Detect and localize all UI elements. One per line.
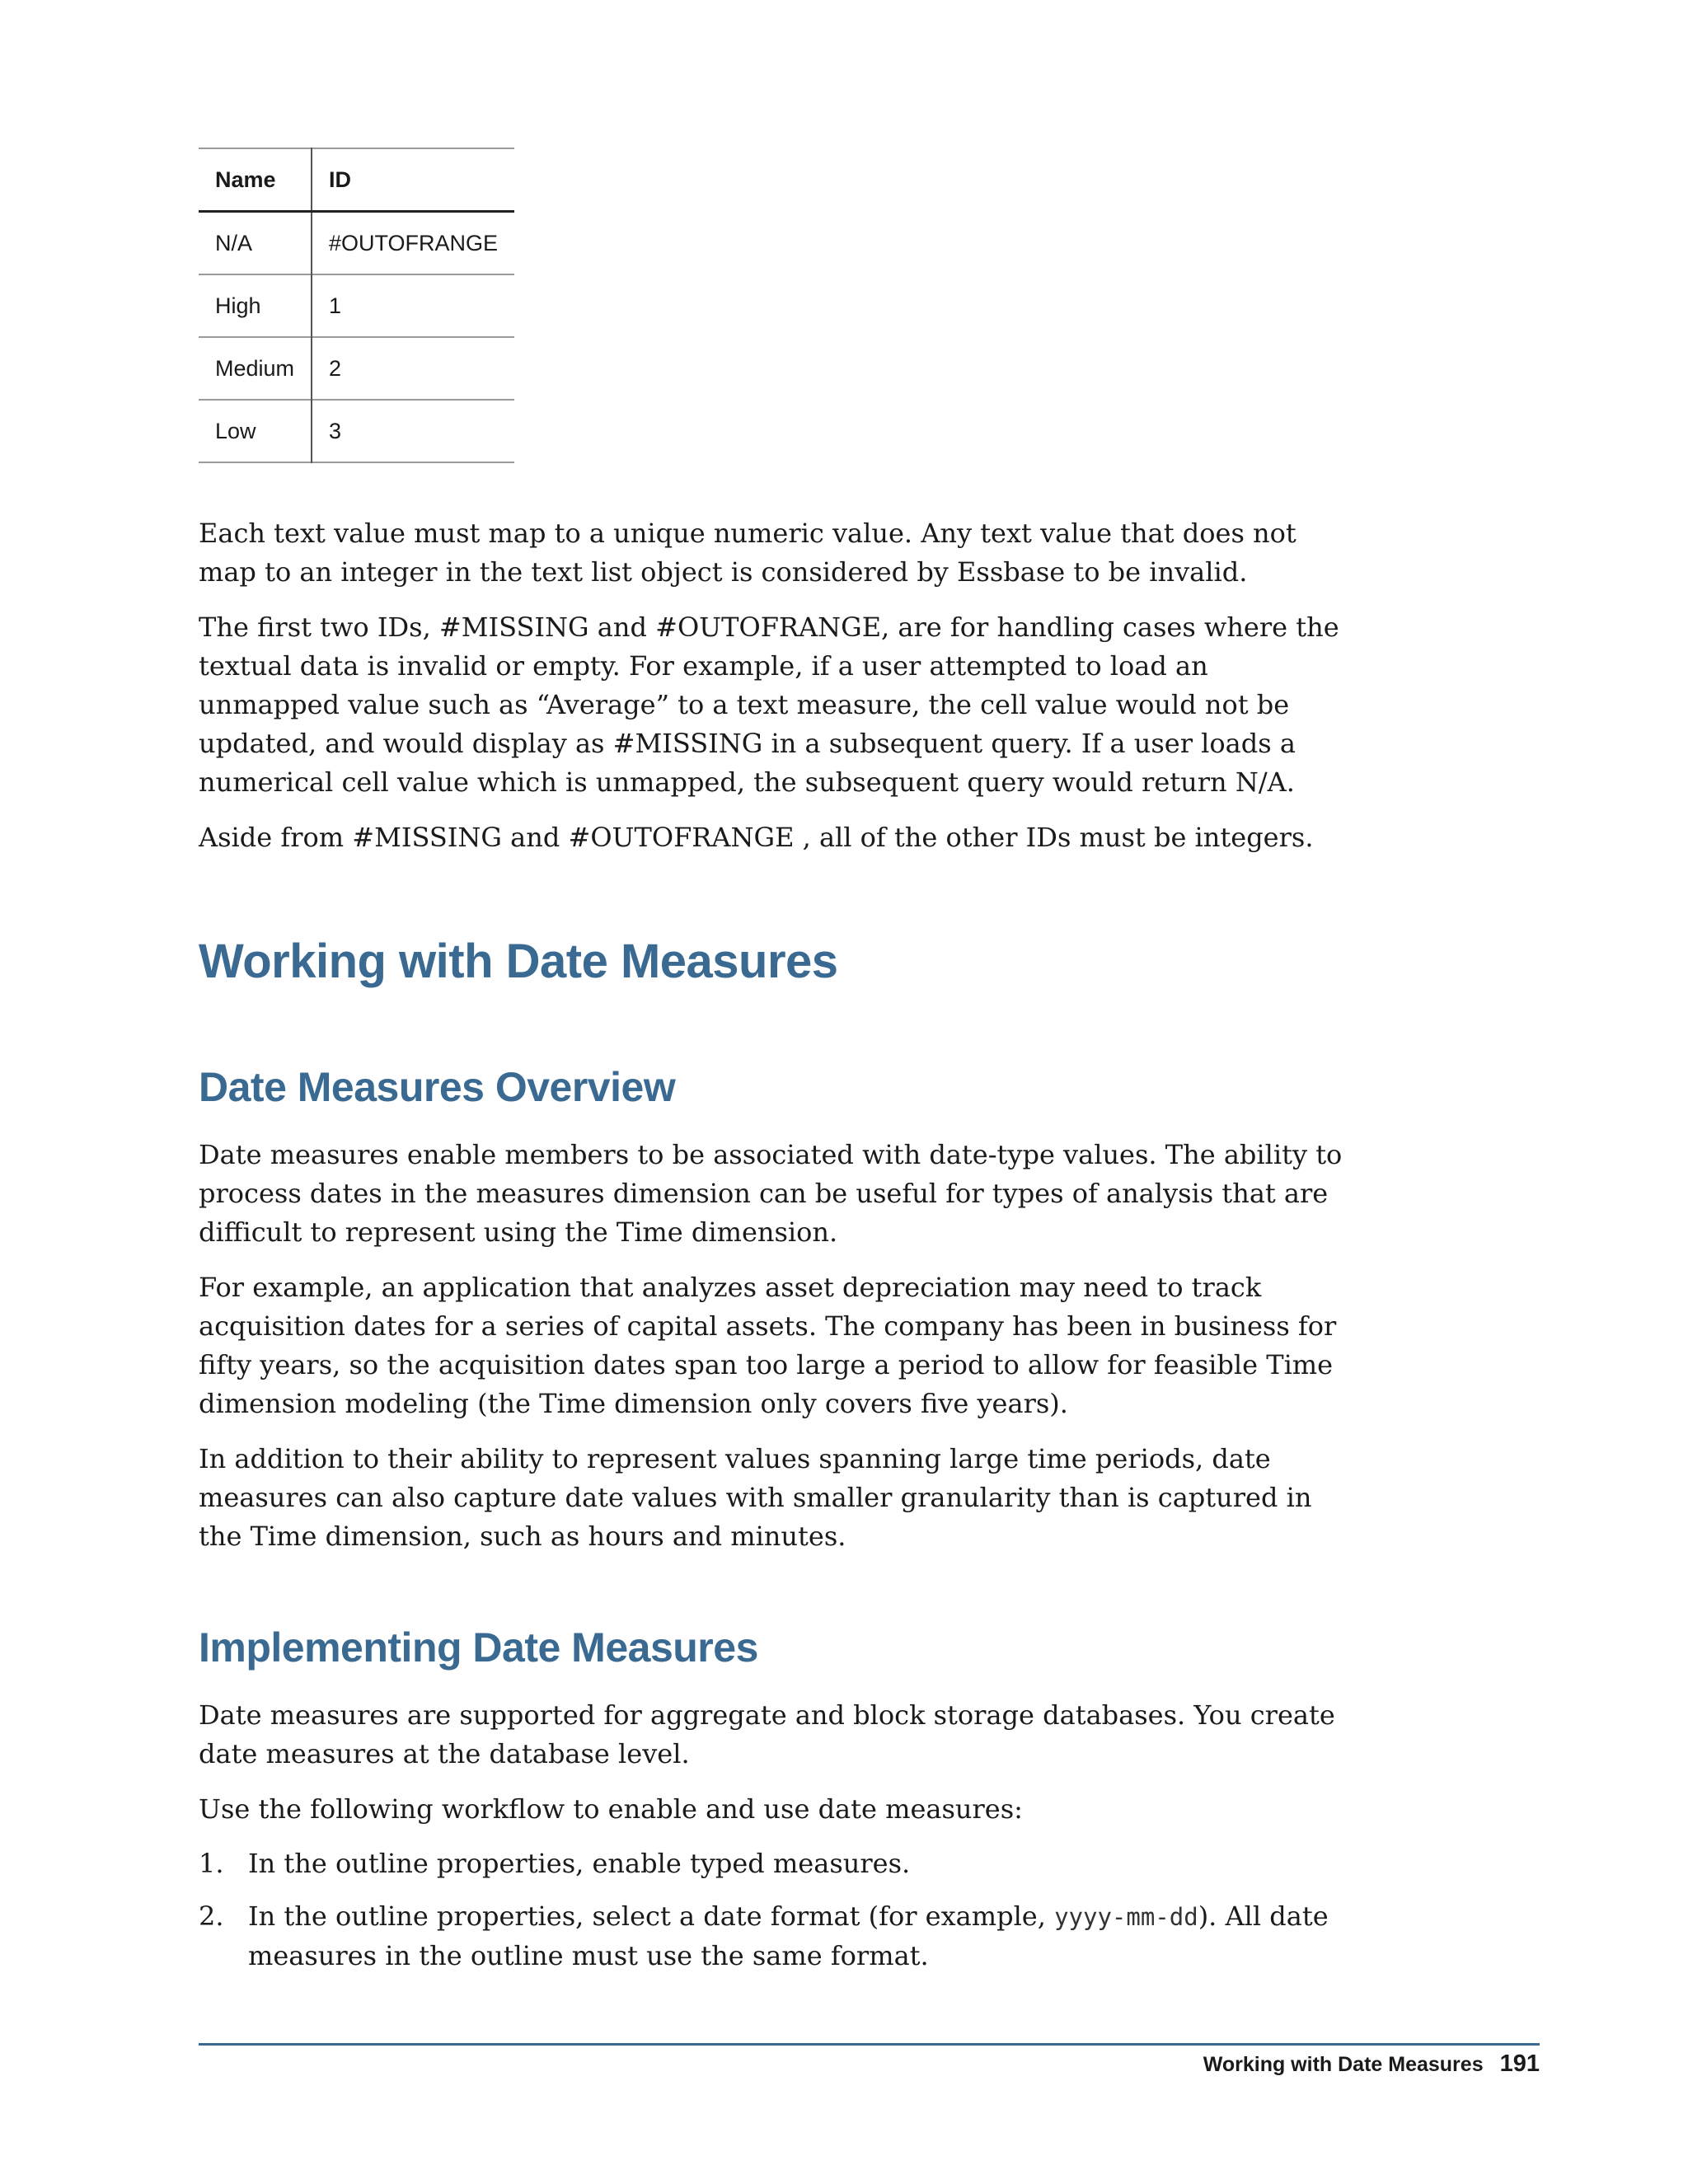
paragraph-text-value-mapping: Each text value must map to a unique numeric value. Any text value that does not map to an integer in the text list object is considered by Essbase to be invalid.	[199, 518, 1296, 588]
footer-rule	[199, 2043, 1540, 2046]
table-row	[199, 212, 514, 275]
list-item	[199, 1844, 1348, 1883]
cell-name: High	[199, 274, 312, 337]
table-row	[199, 400, 514, 462]
list-item-text-after: ). All date measures in the outline must use the same format.	[248, 1900, 1329, 1971]
paragraph-overview-1: Date measures enable members to be associated with date-type values. The ability to process dates in the measures dimension can be useful for types of analysis that are difficult to represent using the Time dimension.	[199, 1139, 1343, 1248]
cell-name: Low	[199, 400, 312, 462]
cell-id: 2	[329, 355, 342, 381]
paragraph-overview-3: In addition to their ability to represent values spanning large time periods, date measures can also capture date values with smaller granularity than is captured in the Time dimension, such as hours and minutes.	[199, 1443, 1312, 1552]
list-item-number: 1.	[199, 1848, 224, 1879]
text-list-table	[199, 148, 514, 463]
cell-id: #OUTOFRANGE	[329, 230, 499, 255]
section-heading: Working with Date Measures	[199, 935, 838, 988]
paragraph-overview-2: For example, an application that analyzes asset depreciation may need to track acquisition dates for a series of capital assets. The company has been in business for fifty years, so the acquisition dates span too large a period to allow for feasible Time dimension modeling (the Time dimension only covers five years).	[199, 1272, 1337, 1419]
column-header-id: ID	[329, 166, 352, 192]
list-item-text-before: In the outline properties, select a date format (for example,	[248, 1900, 1055, 1932]
paragraph-ids-integers: Aside from #MISSING and #OUTOFRANGE , all of the other IDs must be integers.	[199, 822, 1314, 853]
cell-id: 1	[329, 293, 342, 318]
list-item-number: 2.	[199, 1900, 224, 1932]
date-format-code: yyyy-mm-dd	[1054, 1903, 1198, 1931]
footer-title: Working with Date Measures	[1203, 2053, 1484, 2076]
page-number: 191	[1499, 2050, 1540, 2077]
page-footer	[1203, 2050, 1540, 2078]
cell-id: 3	[329, 418, 342, 443]
table-row	[199, 337, 514, 400]
paragraph-missing-outofrange: The first two IDs, #MISSING and #OUTOFRANGE, are for handling cases where the textual data is invalid or empty. For example, if a user attempted to load an unmapped value such as “Average” to a text measure, the cell value would not be updated, and would display as #MISSING in a subsequent query. If a user loads a numerical cell value which is unmapped, the subsequent query would return N/A.	[199, 612, 1339, 798]
paragraph-implementing-1: Date measures are supported for aggregate and block storage databases. You create date measures at the database level.	[199, 1699, 1335, 1769]
paragraph-implementing-2: Use the following workflow to enable and use date measures:	[199, 1793, 1023, 1825]
subsection-heading-implementing: Implementing Date Measures	[199, 1624, 758, 1671]
table-row	[199, 274, 514, 337]
cell-name: Medium	[199, 337, 312, 400]
table-header-row	[199, 148, 514, 212]
subsection-heading-overview: Date Measures Overview	[199, 1064, 676, 1110]
list-item-text	[248, 1897, 1348, 1975]
list-item	[199, 1897, 1348, 1975]
list-item-text: In the outline properties, enable typed measures.	[248, 1848, 911, 1879]
column-header-name: Name	[199, 148, 312, 212]
cell-name: N/A	[199, 212, 312, 275]
